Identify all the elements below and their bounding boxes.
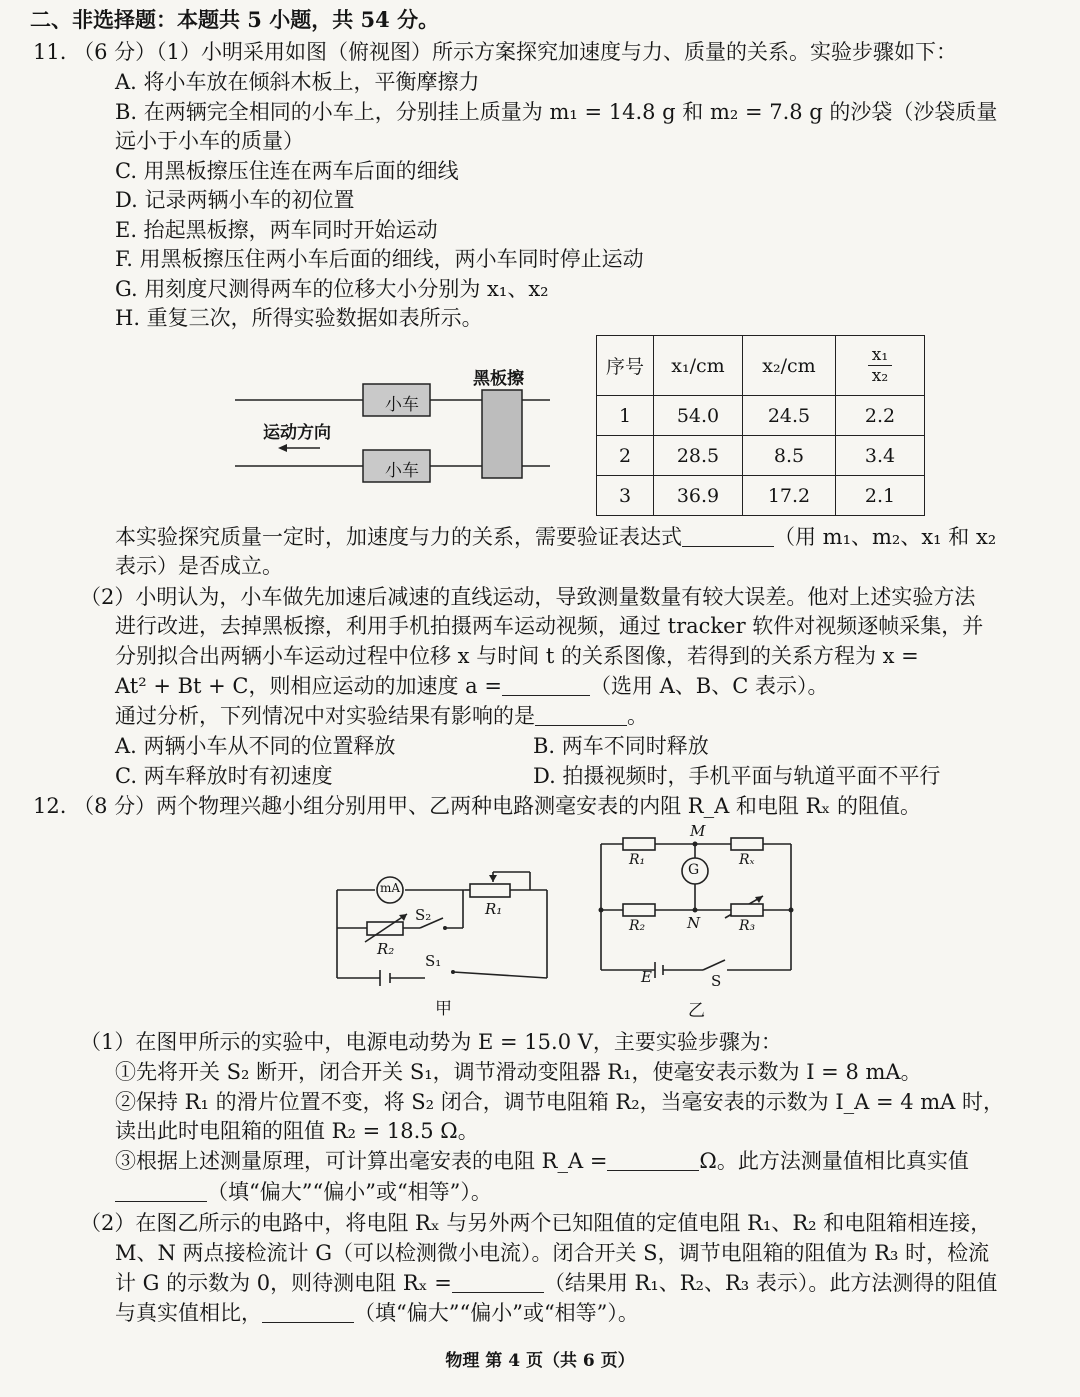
n-label: N <box>687 914 701 932</box>
q11-part2-4a: At² + Bt + C，则相应运动的加速度 a = <box>115 674 502 698</box>
q12-intro: 12. （8 分）两个物理兴趣小组分别用甲、乙两种电路测毫安表的内阻 R_A 和电阻 Rₓ 的阻值。 <box>33 794 921 818</box>
q12-part2-line4 <box>115 1299 639 1327</box>
option-c[interactable]: C. 两车释放时有初速度 <box>115 764 333 788</box>
q12-part2-line3 <box>115 1269 997 1297</box>
q12-part1-line1: （1）在图甲所示的实验中，电源电动势为 E = 15.0 V，主要实验步骤为： <box>80 1030 782 1054</box>
s2-label: S₂ <box>415 906 432 924</box>
option-d[interactable]: D. 拍摄视频时，手机平面与轨道平面不平行 <box>533 764 941 788</box>
eraser-label: 黑板擦 <box>473 369 524 389</box>
e-label: E <box>641 968 652 986</box>
cell: 36.9 <box>654 476 743 516</box>
q11-part2-line1: （2）小明认为，小车做先加速后减速的直线运动，导致测量数量有较大误差。他对上述实验方法 <box>80 585 976 609</box>
yi-r3-label: R₃ <box>739 918 756 934</box>
data-table <box>596 335 925 516</box>
q11-step-d: D. 记录两辆小车的初位置 <box>115 188 355 212</box>
q12-part2-line1: （2）在图乙所示的电路中，将电阻 Rₓ 与另外两个已知阻值的定值电阻 R₁、R₂ 和电阻箱相连接， <box>80 1211 992 1235</box>
q11-step-b-cont: 远小于小车的质量） <box>115 129 304 153</box>
cell: 2 <box>597 436 654 476</box>
table-row <box>597 396 925 436</box>
q12-part1-line6 <box>115 1178 492 1206</box>
ratio-numerator: x₁ <box>868 345 892 366</box>
q12-part2-4a: 与真实值相比， <box>115 1301 262 1325</box>
cart-top-label: 小车 <box>385 395 419 415</box>
answer-blank-expression[interactable] <box>682 526 774 547</box>
q12-part1-6: （填“偏大”“偏小”或“相等”）。 <box>207 1180 492 1204</box>
caption-jia: 甲 <box>435 999 452 1019</box>
q11-part1-b: （用 m₁、m₂、x₁ 和 x₂ <box>774 525 997 549</box>
yi-rx-label: Rₓ <box>739 852 755 868</box>
cell: 8.5 <box>743 436 836 476</box>
circuit-yi <box>595 822 805 1020</box>
answer-blank-ra[interactable] <box>607 1150 699 1171</box>
cell: 17.2 <box>743 476 836 516</box>
section-header: 二、非选择题：本题共 5 小题，共 54 分。 <box>30 7 440 32</box>
q11-intro: 11. （6 分）（1）小明采用如图（俯视图）所示方案探究加速度与力、质量的关系。实验步骤如下： <box>33 40 957 64</box>
q11-part1-end: 表示）是否成立。 <box>115 554 283 578</box>
s-label: S <box>711 972 722 990</box>
cell: 54.0 <box>654 396 743 436</box>
caption-yi: 乙 <box>688 1001 705 1021</box>
q11-step-f: F. 用黑板擦压住两小车后面的细线，两小车同时停止运动 <box>115 247 644 271</box>
q12-part2-4b: （填“偏大”“偏小”或“相等”）。 <box>354 1301 639 1325</box>
q11-step-b: B. 在两辆完全相同的小车上，分别挂上质量为 m₁ = 14.8 g 和 m₂ = 7.8 g 的沙袋（沙袋质量 <box>115 100 998 124</box>
q11-step-e: E. 抬起黑板擦，两车同时开始运动 <box>115 218 438 242</box>
option-a[interactable]: A. 两辆小车从不同的位置释放 <box>115 734 396 758</box>
cell: 1 <box>597 396 654 436</box>
r2-label: R₂ <box>377 940 395 958</box>
eraser-block <box>482 390 522 478</box>
q11-part2-4b: （选用 A、B、C 表示）。 <box>589 674 829 698</box>
table-row <box>597 476 925 516</box>
r1-resistor <box>623 838 655 850</box>
answer-blank-rx-compare[interactable] <box>262 1302 354 1323</box>
s1-label: S₁ <box>425 952 442 970</box>
q12-part2-3a: 计 G 的示数为 0，则待测电阻 Rₓ = <box>115 1271 452 1295</box>
ratio-denominator: x₂ <box>871 366 889 386</box>
meter-label: mA <box>380 881 401 895</box>
q12-part1-5b: Ω。此方法测量值相比真实值 <box>699 1149 969 1173</box>
q12-part1-line5 <box>115 1147 969 1175</box>
q11-part1-text <box>115 523 996 551</box>
cart-figure <box>235 360 565 490</box>
cell: 2.1 <box>836 476 925 516</box>
answer-blank-ra-compare[interactable] <box>115 1181 207 1202</box>
q12-part1-line2: ①先将开关 S₂ 断开，闭合开关 S₁，调节滑动变阻器 R₁，使毫安表示数为 I = 8 mA。 <box>115 1060 922 1084</box>
q12-part1-line3: ②保持 R₁ 的滑片位置不变，将 S₂ 闭合，调节电阻箱 R₂，当毫安表的示数为 I_A = 4 mA 时， <box>115 1090 1005 1114</box>
direction-label: 运动方向 <box>263 423 331 443</box>
q12-part2-3b: （结果用 R₁、R₂、R₃ 表示）。此方法测得的阻值 <box>543 1271 998 1295</box>
r2-resistor <box>623 904 655 916</box>
q12-part1-line4: 读出此时电阻箱的阻值 R₂ = 18.5 Ω。 <box>115 1119 479 1143</box>
q11-part1-a: 本实验探究质量一定时，加速度与力的关系，需要验证表达式 <box>115 525 682 549</box>
q12-part1-5a: ③根据上述测量原理，可计算出毫安表的电阻 R_A = <box>115 1149 608 1173</box>
option-b[interactable]: B. 两车不同时释放 <box>533 734 709 758</box>
q11-part2-line3: 分别拟合出两辆小车运动过程中位移 x 与时间 t 的关系图像，若得到的关系方程为 x = <box>115 644 919 668</box>
q11-part2-5a: 通过分析，下列情况中对实验结果有影响的是 <box>115 704 535 728</box>
r1-label: R₁ <box>485 900 503 918</box>
cell: 24.5 <box>743 396 836 436</box>
q11-part2-line5 <box>115 702 648 730</box>
cell: 2.2 <box>836 396 925 436</box>
m-label: M <box>690 822 706 840</box>
cell: 3.4 <box>836 436 925 476</box>
r3-resistor <box>731 904 763 916</box>
q11-part2-5b: 。 <box>627 704 648 728</box>
cell: 28.5 <box>654 436 743 476</box>
header-index: 序号 <box>597 336 654 396</box>
header-x1: x₁/cm <box>654 336 743 396</box>
yi-r2-label: R₂ <box>629 918 646 934</box>
q11-step-g: G. 用刻度尺测得两车的位移大小分别为 x₁、x₂ <box>115 277 549 301</box>
answer-blank-acceleration[interactable] <box>502 675 590 696</box>
yi-r1-label: R₁ <box>629 852 646 868</box>
page-footer: 物理 第 4 页（共 6 页） <box>445 1351 635 1371</box>
q11-part2-line2: 进行改进，去掉黑板擦，利用手机拍摄两车运动视频，通过 tracker 软件对视频逐帧采集，并 <box>115 614 984 638</box>
answer-blank-choice[interactable] <box>535 705 627 726</box>
circuit-jia <box>325 860 565 1020</box>
cart-bottom-label: 小车 <box>385 461 419 481</box>
answer-blank-rx[interactable] <box>452 1272 544 1293</box>
q11-step-a: A. 将小车放在倾斜木板上，平衡摩擦力 <box>115 70 480 94</box>
q11-step-h: H. 重复三次，所得实验数据如表所示。 <box>115 306 483 330</box>
header-x2: x₂/cm <box>743 336 836 396</box>
table-row <box>597 436 925 476</box>
q11-step-c: C. 用黑板擦压住连在两车后面的细线 <box>115 159 459 183</box>
q11-part2-line4 <box>115 672 828 700</box>
header-ratio <box>836 336 925 396</box>
cell: 3 <box>597 476 654 516</box>
rx-resistor <box>731 838 763 850</box>
table-header-row <box>597 336 925 396</box>
q12-part2-line2: M、N 两点接检流计 G（可以检测微小电流）。闭合开关 S，调节电阻箱的阻值为 R₃ 时，检流 <box>115 1241 990 1265</box>
g-label: G <box>688 862 700 878</box>
